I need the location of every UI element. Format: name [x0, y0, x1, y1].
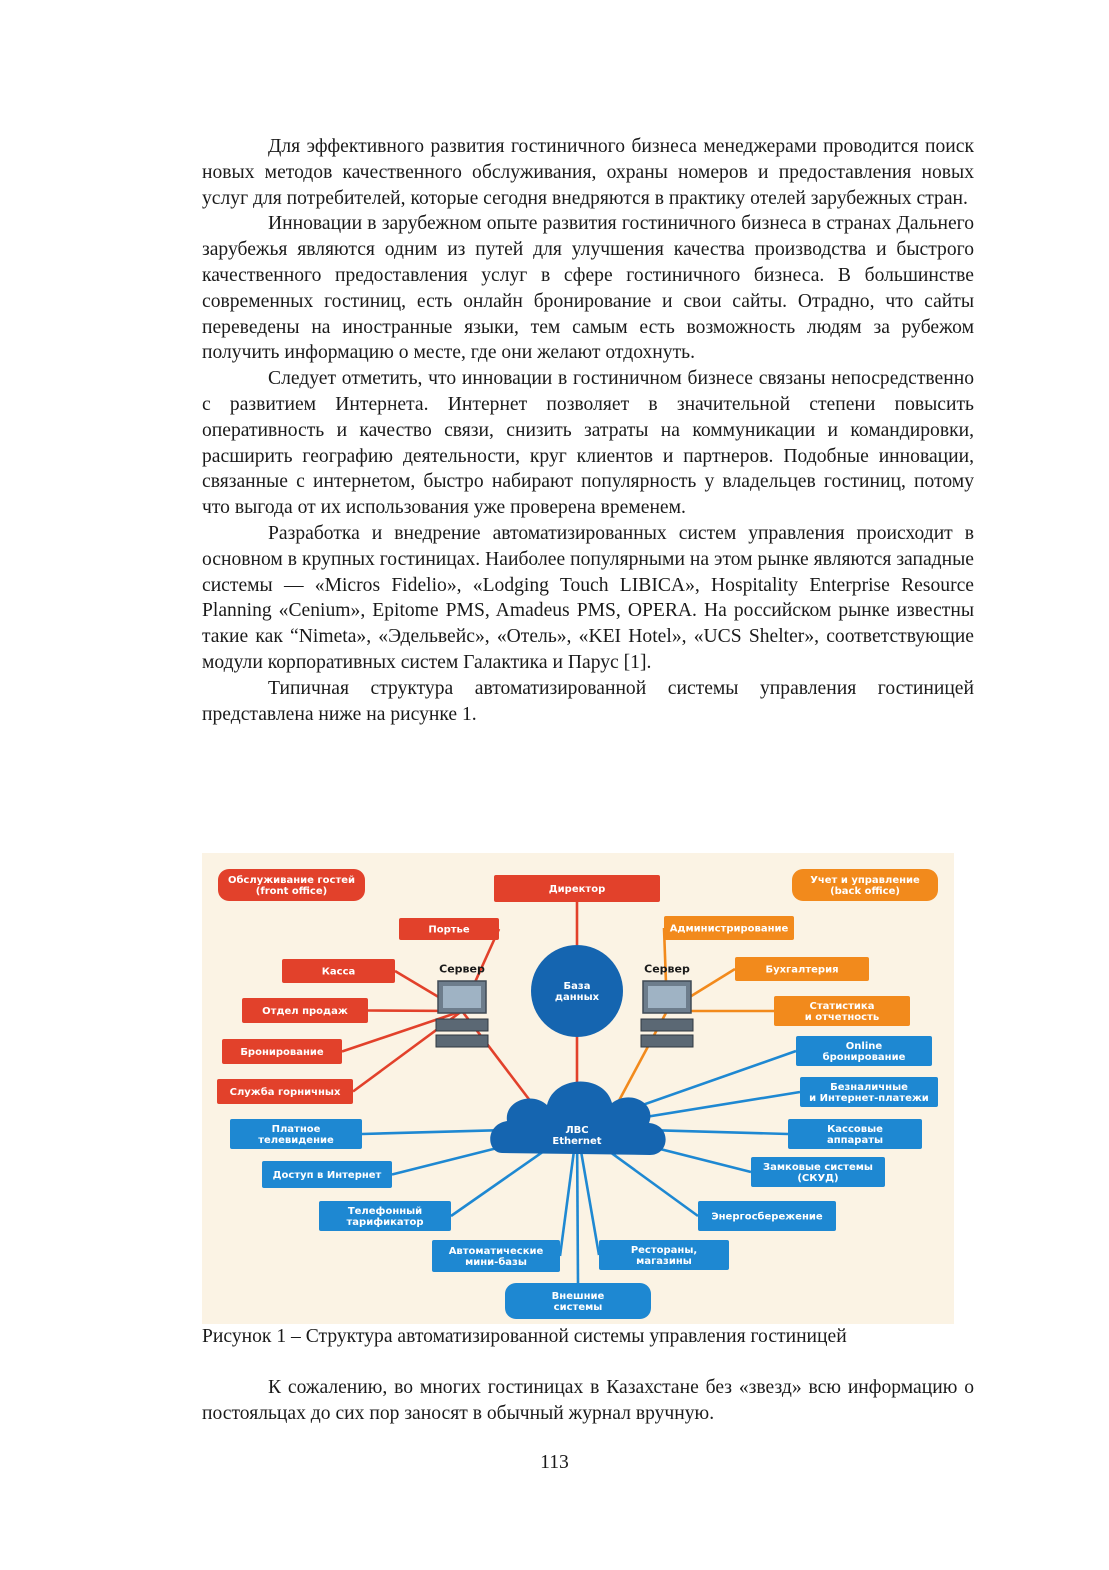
paragraph-3: Следует отметить, что инновации в гостиничном бизнесе связаны непосредственно с развитием Интернета. Интернет позволяет в значительной степени повысить оперативность и качество связи, снизить затраты на коммуникации и командировки, расширить географию деятельности, круг клиентов и партнеров. Подобные инновации, связанные с интернетом, быстро набирают популярность у владельцев гостиниц, потому что выгода от их использования уже проверена временем. [202, 368, 974, 519]
left-server-unit-2 [436, 1035, 488, 1047]
front-item-5-label: Служба горничных [229, 1087, 341, 1098]
left-blue-item-1-label: Платное телевидение [258, 1124, 334, 1146]
right-blue-item-3-label: Кассовые аппараты [826, 1124, 884, 1146]
right-server-unit-1 [641, 1019, 693, 1031]
director-box-label: Директор [548, 884, 606, 895]
back-office-title-label: Учет и управление (back office) [810, 875, 920, 897]
right-server-title: Сервер [644, 962, 690, 976]
external-systems-box-label: Внешние системы [551, 1291, 605, 1313]
left-server-unit-1 [436, 1019, 488, 1031]
front-office-title-label: Обслуживание гостей (front office) [227, 875, 356, 897]
back-item-2-label: Бухгалтерия [765, 964, 839, 976]
left-blue-item-4-label: Автоматические мини-базы [448, 1246, 544, 1268]
right-blue-item-6-label: Рестораны, магазины [630, 1245, 698, 1267]
left-server-screen [443, 986, 481, 1008]
figure-caption: Рисунок 1 – Структура автоматизированной системы управления гостиницей [202, 1326, 847, 1347]
left-server-title: Сервер [439, 962, 485, 976]
right-blue-item-4-label: Замковые системы (СКУД) [763, 1162, 873, 1184]
paragraph-1: Для эффективного развития гостиничного бизнеса менеджерами проводится поиск новых методов качественного обслуживания, охраны номеров и предоставления новых услуг для потребителей, которые сегодня внедряются в практику отелей зарубежных стран. [202, 136, 974, 209]
front-item-4-label: Бронирование [240, 1047, 324, 1058]
back-item-3-label: Статистика и отчетность [804, 1001, 880, 1023]
left-blue-item-2-label: Доступ в Интернет [272, 1170, 382, 1181]
diagram-svg [202, 853, 954, 1324]
left-blue-item-3-label: Телефонный тарификатор [346, 1206, 424, 1228]
front-item-2-label: Касса [321, 966, 356, 978]
front-item-1-label: Портье [428, 924, 470, 936]
right-server-unit-2 [641, 1035, 693, 1047]
front-item-3-label: Отдел продаж [262, 1006, 348, 1017]
page-number: 113 [540, 1452, 569, 1473]
paragraph-6: К сожалению, во многих гостиницах в Казахстане без «звезд» всю информацию о постояльцах до сих пор заносят в обычный журнал вручную. [202, 1377, 974, 1424]
right-blue-item-2-label: Безналичные и Интернет-платежи [809, 1082, 929, 1104]
paragraph-5: Типичная структура автоматизированной системы управления гостиницей представлена ниже на рисунке 1. [202, 677, 974, 725]
lan-label: ЛВС Ethernet [552, 1125, 602, 1147]
body-text [202, 134, 974, 727]
back-item-1-label: Администрирование [669, 923, 789, 935]
paragraph-2: Инновации в зарубежном опыте развития гостиничного бизнеса в странах Дальнего зарубежья являются одним из путей для улучшения качества производства и быстрого качественного предоставления услуг в сфере гостиничного бизнеса. В большинстве современных гостиниц, есть онлайн бронирование и свои сайты. Отрадно, что сайты переведены на иностранные языки, тем самым есть возможность людям за рубежом получить информацию о месте, где они желают отдохнуть. [202, 213, 974, 364]
right-blue-item-1-label: Online бронирование [822, 1041, 906, 1063]
paragraph-4: Разработка и внедрение автоматизированных систем управления происходит в основном в крупных гостиницах. Наиболее популярными на этом рынке являются западные системы — «Micros Fidelio», «Lodging Touch LIBICA», Hospitality Enterprise Resource Planning «Cenium», Epitome PMS, Amadeus PMS, OPERA. На российском рынке известны такие как “Nimeta», «Эдельвейс», «Отель», «KEI Hotel», «UCS Shelter», соответствующие модули корпоративных систем Галактика и Парус [1]. [202, 522, 974, 673]
right-server-screen [648, 986, 686, 1008]
database-label: База данных [554, 981, 600, 1003]
body-text-after-figure [202, 1375, 974, 1427]
figure-hotel-system-diagram [202, 853, 954, 1324]
right-blue-item-5-label: Энергосбережение [711, 1211, 823, 1223]
